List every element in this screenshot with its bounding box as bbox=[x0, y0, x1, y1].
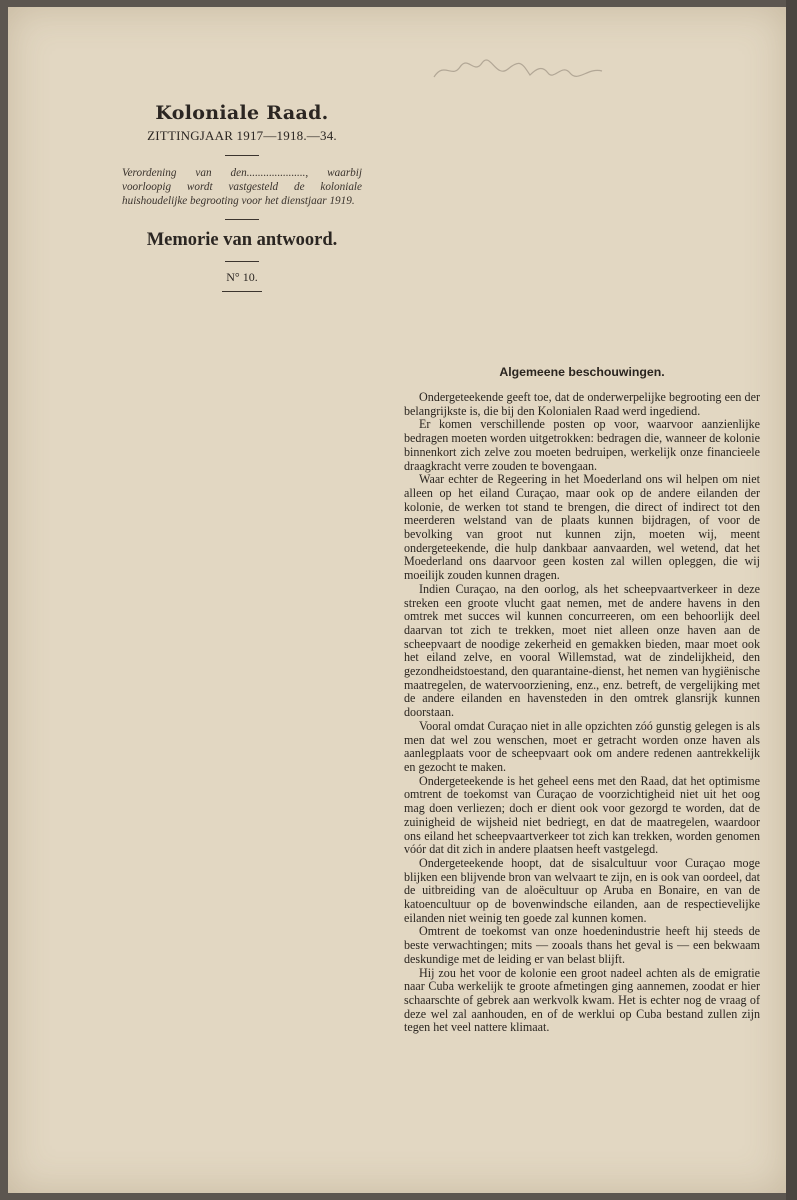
session-line: ZITTINGJAAR 1917—1918.—34. bbox=[147, 128, 337, 143]
paragraph: Waar echter de Regeering in het Moederland ons wil helpen om niet alleen op het eiland Curaçao, maar ook op de andere eilanden der kolonie, de werken tot stand te brengen, die direct of indirect tot den meerderen welstand van de plaats kunnen bijdragen, of voor de bevolking van groot nut kunnen zijn, moeten wij, meent ondergeteekende, die hulp dankbaar aanvaarden, wel wetend, dat het Moederland ons daarvoor geen kosten zal willen opleggen, die wij moeilijk zouden kunnen dragen. bbox=[404, 472, 760, 583]
section-heading: Algemeene beschouwingen. bbox=[499, 365, 665, 379]
divider bbox=[222, 291, 262, 292]
scan-edge bbox=[786, 0, 797, 1200]
paragraph: Hij zou het voor de kolonie een groot nadeel achten als de emigratie naar Cuba werkelijk te groote afmetingen ging aannemen, zoodat er hier schaarschte of gebrek aan werkvolk kwam. Het is echter nog de vraag of deze wel zal aanhouden, en of de werklui op Cuba bestand zullen zijn tegen het veel nattere klimaat. bbox=[404, 965, 760, 1035]
general-considerations-section bbox=[404, 365, 760, 1035]
divider bbox=[225, 261, 259, 262]
paragraph: Indien Curaçao, na den oorlog, als het scheepvaartverkeer in deze streken een groote vlucht gaat nemen, met de andere havens in den omtrek met succes wil kunnen concurreeren, om een behoorlijk deel daarvan tot zich te trekken, moet niet alleen onze haven aan de scheepvaart de noodige zekerheid en gemakken bieden, maar moet ook het eiland zelve, en vooral Willemstad, wat de zindelijkheid, den gezondheidstoestand, den quarantaine-dienst, het nemen van hygiënische maatregelen, de watervoorziening, enz., enz. betreft, de vergelijking met de andere eilanden en havensteden in den omtrek glansrijk kunnen doorstaan. bbox=[404, 581, 760, 720]
paragraph: Vooral omdat Curaçao niet in alle opzichten zóó gunstig gelegen is als men dat wel zou wenschen, moet er getracht worden onze haven als aanlegplaats voor de scheepvaart ook om andere redenen aantrekkelijk en gezocht te maken. bbox=[404, 718, 760, 774]
paragraph: Er komen verschillende posten op voor, waarvoor aanzienlijke bedragen moeten worden uitgetrokken: bedragen die, wanneer de kolonie binnenkort zich zelve zou moeten bedruipen, werkelijk onze financieele draagkracht verre zouden te bovengaan. bbox=[404, 417, 760, 473]
pencil-annotation bbox=[430, 49, 610, 89]
document-title: Memorie van antwoord. bbox=[146, 230, 338, 250]
document-page bbox=[8, 7, 786, 1193]
page-title: Koloniale Raad. bbox=[155, 102, 329, 124]
paragraph: Ondergeteekende geeft toe, dat de onderwerpelijke begrooting een der belangrijkste is, die bij den Kolonialen Raad werd ingediend. bbox=[404, 390, 760, 418]
divider bbox=[225, 219, 259, 220]
ordinance-text: Verordening van den....................., waarbij voorloopig wordt vastgesteld de koloniale huishoudelijke begrooting voor het dienstjaar 1919. bbox=[122, 167, 362, 207]
paragraph: Ondergeteekende is het geheel eens met den Raad, dat het optimisme omtrent de toekomst van Curaçao de voorzichtigheid niet uit het oog mag doen verliezen; doch er dient ook voor gezorgd te worden, dat de zuinigheid de wijsheid niet bedriegt, en dat de maatregelen, waardoor ons eiland het scheepvaartverkeer tot zich kan trekken, worden genomen vóór dat dit zich in andere plaatsen heeft vastgelegd. bbox=[404, 773, 760, 857]
paragraph: Omtrent de toekomst van onze hoedenindustrie heeft hij steeds de beste verwachtingen; mits — zooals thans het geval is — een bekwaam deskundige met de leiding er van belast blijft. bbox=[404, 924, 760, 966]
document-number: N° 10. bbox=[226, 270, 258, 284]
header-block bbox=[120, 102, 364, 292]
divider bbox=[225, 155, 259, 156]
paragraph: Ondergeteekende hoopt, dat de sisalcultuur voor Curaçao moge blijken een blijvende bron van welvaart te zijn, en is ook van oordeel, dat de uitbreiding van de aloëcultuur op Aruba en Bonaire, en van de katoencultuur op de bovenwindsche eilanden, aan de respectievelijke eilanden niet weinig ten goede zal kunnen komen. bbox=[404, 855, 760, 925]
